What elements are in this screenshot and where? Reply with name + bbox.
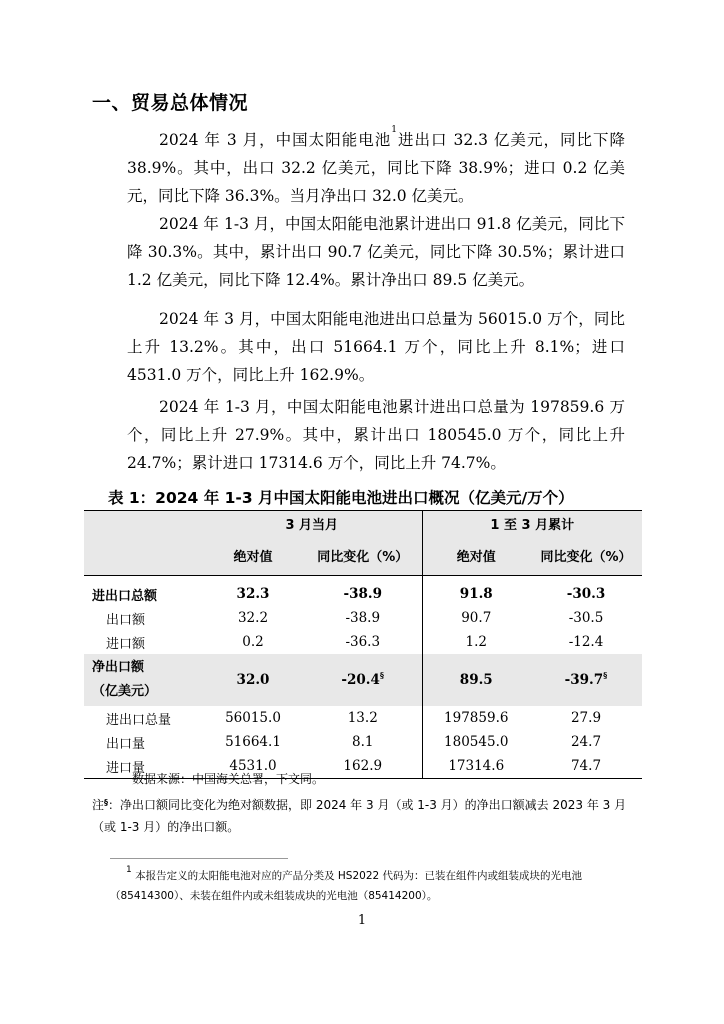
cell-value: 27.9 (570, 710, 602, 726)
cell-value: 91.8 (422, 582, 530, 606)
cell-value: -36.3 (345, 634, 381, 650)
cell-value: -30.3 (566, 586, 606, 602)
row-label: 进口量 (84, 754, 202, 779)
cell-value: 90.7 (422, 606, 530, 630)
paragraph-1-start: 2024 年 3 月，中国太阳能电池 (159, 131, 392, 149)
row-label-line2: （亿美元） (92, 684, 158, 699)
cell-value: 1.2 (422, 630, 530, 654)
header-empty-cell (84, 511, 202, 536)
table-row-net-export (84, 654, 642, 706)
note-mark: § (379, 670, 385, 680)
cell-value: 74.7 (530, 754, 642, 779)
section-heading: 一、贸易总体情况 (92, 92, 249, 114)
row-label: 出口量 (106, 736, 146, 752)
cell-value: -38.9 (345, 610, 381, 626)
cell-value: 17314.6 (422, 754, 530, 779)
note-mark: § (104, 798, 109, 807)
table-row (84, 606, 642, 630)
table-row (84, 706, 642, 730)
table-sub-header-row (84, 535, 642, 576)
note-text: ：净出口额同比变化为绝对额数据，即 2024 年 3 月（或 1-3 月）的净出口额减去 2023 年 3 月（或 1-3 月）的净出口额。 (92, 798, 627, 834)
paragraph-1 (127, 126, 625, 210)
cell-value: -30.5 (568, 610, 604, 626)
cell-value: 89.5 (422, 654, 530, 706)
cell-value: 32.0 (202, 654, 304, 706)
cell-value: 13.2 (347, 710, 378, 726)
cell-value: 56015.0 (225, 710, 281, 726)
footnote-divider (110, 858, 288, 859)
cell-value: 4531.0 (202, 754, 304, 779)
header-label-cell (84, 535, 202, 576)
cell-value-number: -39.7 (564, 672, 604, 688)
header-abs-month: 绝对值 (202, 535, 304, 576)
cell-value: 180545.0 (422, 730, 530, 754)
footnote-ref[interactable]: 1 (391, 125, 397, 135)
cell-value: -12.4 (568, 634, 604, 650)
trade-summary-table (84, 510, 642, 779)
table-row (84, 582, 642, 606)
cell-value: -38.9 (343, 586, 382, 602)
footnote-mark: 1 (126, 865, 132, 875)
paragraph-3: 2024 年 3 月，中国太阳能电池进出口总量为 56015.0 万个，同比上升 13.2%。其中，出口 51664.1 万个，同比上升 8.1%；进口 4531.0 万个，同比上升 162.9%。 (127, 310, 625, 384)
note-mark: § (603, 670, 608, 680)
table-row (84, 630, 642, 654)
source-note: 数据来源：中国海关总署，下文同。 (132, 772, 325, 786)
cell-value (304, 654, 422, 706)
header-cumulative: 1 至 3 月累计 (422, 511, 642, 536)
cell-value: 51664.1 (225, 734, 281, 750)
cell-value: 8.1 (352, 734, 374, 750)
cell-value: 197859.6 (422, 706, 530, 730)
note-prefix: 注 (92, 798, 105, 812)
header-abs-cum: 绝对值 (422, 535, 530, 576)
cell-value-number: -20.4 (341, 672, 380, 688)
paragraph-4: 2024 年 1-3 月，中国太阳能电池累计进出口总量为 197859.6 万个，同比上升 27.9%。其中，累计出口 180545.0 万个，同比上升 24.7%；累计进口 17314.6 万个，同比上升 74.7%。 (127, 398, 625, 472)
cell-value: 24.7 (570, 734, 602, 750)
row-label (84, 654, 202, 706)
table-group-header-row (84, 511, 642, 536)
cell-value: 162.9 (304, 754, 422, 779)
table-caption: 表 1：2024 年 1-3 月中国太阳能电池进出口概况（亿美元/万个） (108, 489, 574, 507)
table-note (92, 794, 632, 838)
row-label-line1: 净出口额 (92, 660, 145, 675)
cell-value (530, 654, 642, 706)
paragraph-1-rest: 进出口 32.3 亿美元，同比下降 38.9%。其中，出口 32.2 亿美元，同比下降 38.9%；进口 0.2 亿美元，同比下降 36.3%。当月净出口 32.0 亿美元。 (127, 131, 625, 205)
footnote-text: 本报告定义的太阳能电池对应的产品分类及 HS2022 代码为：已装在组件内或组装成块的光电池（85414300）、未装在组件内或未组装成块的光电池（85414200）。 (110, 870, 583, 902)
page-number: 1 (357, 913, 367, 928)
footnote (110, 866, 630, 906)
row-label: 进出口总额 (92, 588, 158, 604)
paragraph-2: 2024 年 1-3 月，中国太阳能电池累计进出口 91.8 亿美元，同比下降 30.3%。其中，累计出口 90.7 亿美元，同比下降 30.5%；累计进口 1.2 亿美元，同比下降 12.4%。累计净出口 89.5 亿美元。 (127, 215, 625, 289)
row-label: 进口额 (106, 636, 146, 652)
header-yoy-cum: 同比变化（%） (530, 535, 642, 576)
row-label: 进出口总量 (106, 712, 172, 728)
cell-value: 32.3 (236, 586, 270, 602)
table-row (84, 730, 642, 754)
cell-value: 32.2 (237, 610, 269, 626)
header-month: 3 月当月 (202, 511, 422, 536)
header-yoy-month: 同比变化（%） (304, 535, 422, 576)
cell-value: 0.2 (242, 634, 264, 650)
row-label: 出口额 (106, 612, 146, 628)
